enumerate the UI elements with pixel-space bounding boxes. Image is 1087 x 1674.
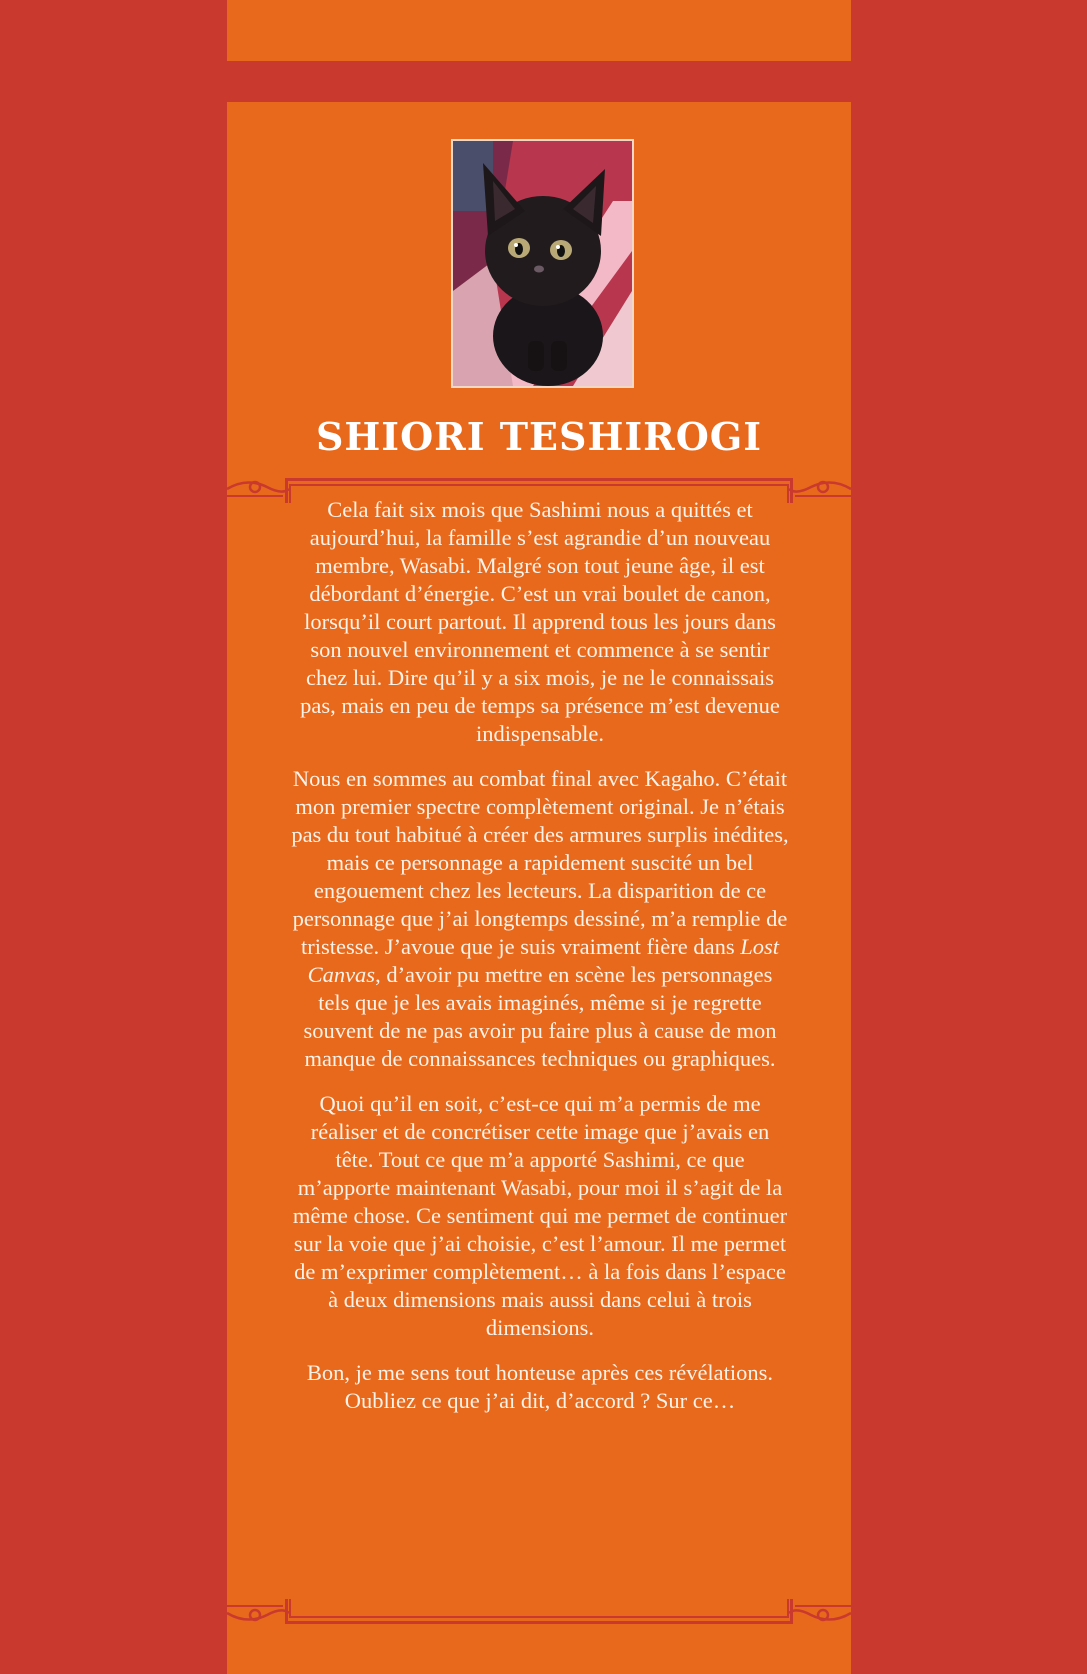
message-text (290, 496, 790, 1432)
paragraph-2-part-1: Nous en sommes au combat final avec Kagaho. C’était mon premier spectre complètement original. Je n’étais pas du tout habitué à créer des armures surplis inédites, mais ce personnage a rapidement suscité un bel engouement chez les lecteurs. La disparition de ce personnage que j’ai longtemps dessiné, m’a remplie de tristesse. J’avoue que je suis vraiment fière dans (291, 766, 789, 959)
black-kitten-icon (453, 141, 632, 386)
author-photo (451, 139, 634, 388)
paragraph-2-part-2: , d’avoir pu mettre en scène les personnages tels que je les avais imaginés, même si je regrette souvent de ne pas avoir pu faire plus à cause de mon manque de connaissances techniques ou graphiques. (303, 962, 777, 1071)
paragraph-2 (290, 765, 790, 1073)
lost-canvas-title: Lost Canvas (307, 934, 780, 987)
ornament-frame-bottom (227, 1597, 851, 1627)
paragraph-4: Bon, je me sens tout honteuse après ces révélations. Oubliez ce que j’ai dit, d’accord ? Sur ce… (306, 1360, 774, 1413)
paragraph-3: Quoi qu’il en soit, c’est-ce qui m’a permis de me réaliser et de concrétiser cette image que j’avais en tête. Tout ce que m’a apporté Sashimi, ce que m’apporte maintenant Wasabi, pour moi il s’agit de la même chose. Ce sentiment qui me permet de continuer sur la voie que j’ai choisie, c’est l’amour. Il me permet de m’exprimer complètement… à la fois dans l’espace à deux dimensions mais aussi dans celui à trois dimensions. (292, 1091, 788, 1340)
paragraph-1: Cela fait six mois que Sashimi nous a quittés et aujourd’hui, la famille s’est agrandie d’un nouveau membre, Wasabi. Malgré son tout jeune âge, il est débordant d’énergie. C’est un vrai boulet de canon, lorsqu’il court partout. Il apprend tous les jours dans son nouvel environnement et commence à se sentir chez lui. Dire qu’il y a six mois, je ne le connaissais pas, mais en peu de temps sa présence m’est devenue indispensable. (300, 497, 780, 746)
top-band (227, 0, 851, 61)
author-name: SHIORI TESHIROGI (315, 414, 763, 459)
